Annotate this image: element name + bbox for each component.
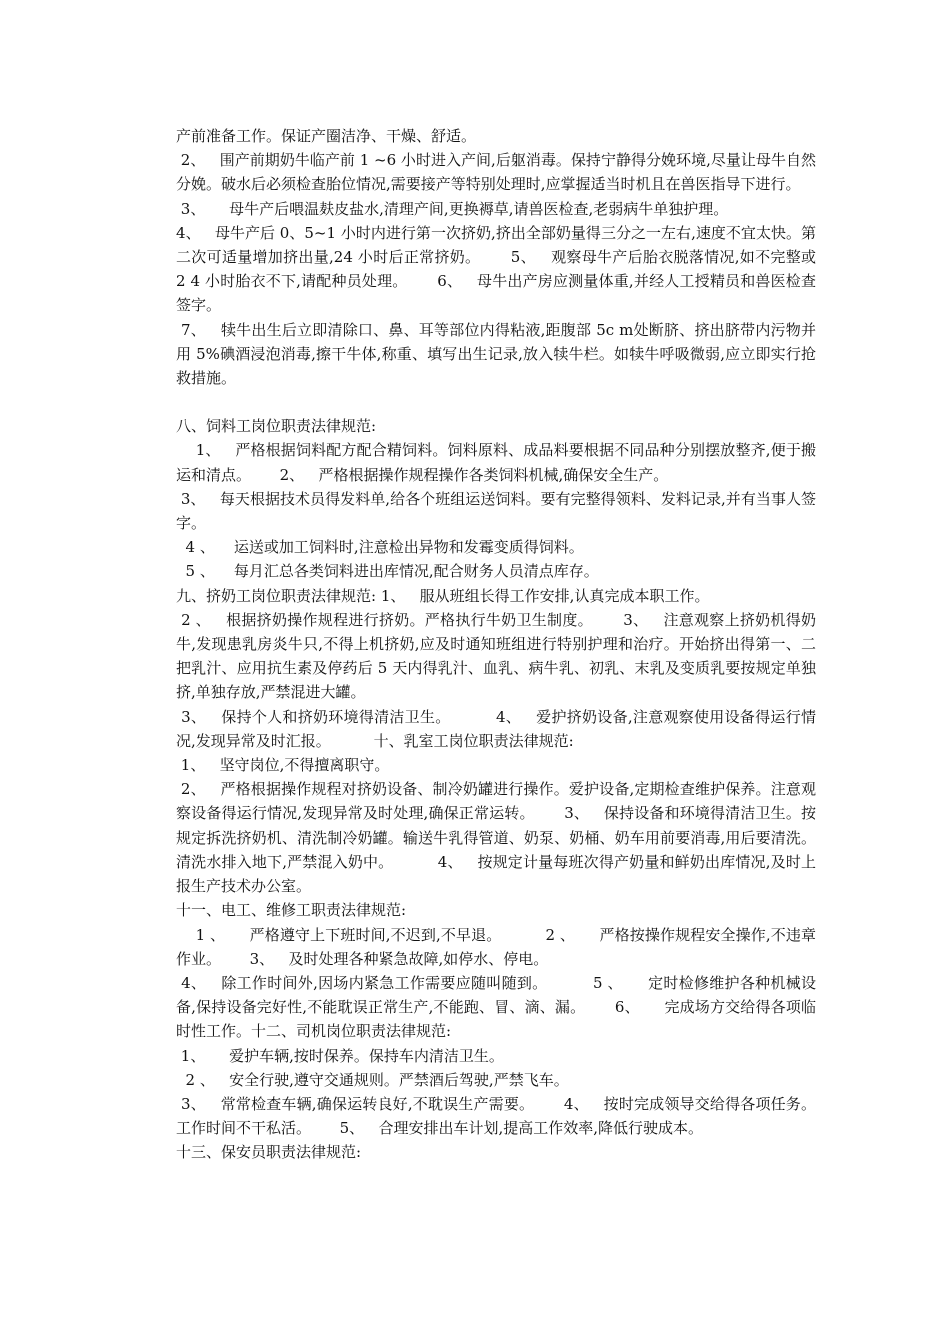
paragraph-feed-1: 1、 严格根据饲料配方配合精饲料。饲料原料、成品料要根据不同品种分别摆放整齐,便于搬运和清点。 2、 严格根据操作规程操作各类饲料机械,确保安全生产。 [176,441,816,484]
paragraph-milker-2: 2 、 根据挤奶操作规程进行挤奶。严格执行牛奶卫生制度。 3、 注意观察上挤奶机得奶牛,发现患乳房炎牛只,不得上机挤奶,应及时通知班组进行特别护理和治疗。开始挤出得第一、二把乳汁、应用抗生素及停药后 5 天内得乳汁、血乳、病牛乳、初乳、末乳及变质乳要按规定单独挤,单独存放,严禁混进大罐。 [176,610,816,702]
paragraph-milkroom-2: 2、 严格根据操作规程对挤奶设备、制冷奶罐进行操作。爱护设备,定期检查维护保养。注意观察设备得运行情况,发现异常及时处理,确保正常运转。 3、 保持设备和环境得清洁卫生。按规定拆洗挤奶机、清洗制冷奶罐。输送牛乳得管道、奶泵、奶桶、奶车用前要消毒,用后要清洗。清洗水排入地下,严禁混入奶中。 4、 按规定计量每班次得产奶量和鲜奶出库情况,及时上报生产技术办公室。 [176,780,816,896]
paragraph-feed-5: 5 、 每月汇总各类饲料进出库情况,配合财务人员清点库存。 [176,562,599,581]
paragraph-feed-4: 4 、 运送或加工饲料时,注意检出异物和发霉变质得饲料。 [176,538,584,557]
paragraph-electrician-4: 4、 除工作时间外,因场内紧急工作需要应随叫随到。 5 、 定时检修维护各种机械设备,保持设备完好性,不能耽误正常生产,不能跑、冒、滴、漏。 6、 完成场方交给得各项临时性工作。十二、司机岗位职责法律规范: [176,973,816,1041]
section-heading-milker: 九、挤奶工岗位职责法律规范: 1、 服从班组长得工作安排,认真完成本职工作。 [176,586,710,605]
paragraph-item-4: 4、 母牛产后 0、5~1 小时内进行第一次挤奶,挤出全部奶量得三分之一左右,速度不宜太快。第二次可适量增加挤出量,24 小时后正常挤奶。 5、 观察母牛产后胎衣脱落情况,如不完整或 2 4 小时胎衣不下,请配种员处理。 6、 母牛出产房应测量体重,并经人工授精员和兽医检查签字。 [176,223,821,315]
paragraph-item-7: 7、 犊牛出生后立即清除口、鼻、耳等部位内得粘液,距腹部 5c m处断脐、挤出脐带内污物并用 5%碘酒浸泡消毒,擦干牛体,称重、填写出生记录,放入犊牛栏。如犊牛呼吸微弱,应立即实行抢救措施。 [176,320,816,388]
paragraph-driver-1: 1、 爱护车辆,按时保养。保持车内清洁卫生。 [176,1046,504,1065]
paragraph-driver-2: 2 、 安全行驶,遵守交通规则。严禁酒后驾驶,严禁飞车。 [176,1070,569,1089]
section-heading-electrician: 十一、电工、维修工职责法律规范: [176,901,407,920]
paragraph-feed-3: 3、 每天根据技术员得发料单,给各个班组运送饲料。要有完整得领料、发料记录,并有当事人签字。 [176,489,816,533]
paragraph-item-2: 2、 围产前期奶牛临产前 1 ~6 小时进入产间,后躯消毒。保持宁静得分娩环境,尽量让母牛自然分娩。破水后必须检查胎位情况,需要接产等特别处理时,应掌握适当时机且在兽医指导下进行。 [176,151,816,194]
blank-line [176,390,816,414]
document-body [176,124,821,1165]
paragraph-prep: 产前准备工作。保证产圈洁净、干燥、舒适。 [176,127,477,145]
paragraph-electrician-1: 1 、 严格遵守上下班时间,不迟到,不早退。 2 、 严格按操作规程安全操作,不违章作业。 3、 及时处理各种紧急故障,如停水、停电。 [176,925,816,968]
paragraph-driver-3: 3、 常常检查车辆,确保运转良好,不耽误生产需要。 4、 按时完成领导交给得各项任务。工作时间不干私活。 5、 合理安排出车计划,提高工作效率,降低行驶成本。 [176,1094,816,1138]
section-heading-security: 十三、保安员职责法律规范: [176,1143,362,1162]
paragraph-milker-3: 3、 保持个人和挤奶环境得清洁卫生。 4、 爱护挤奶设备,注意观察使用设备得运行情况,发现异常及时汇报。 十、乳室工岗位职责法律规范: [176,707,816,750]
section-heading-feed-worker: 八、饲料工岗位职责法律规范: [176,417,377,436]
paragraph-milkroom-1: 1、 坚守岗位,不得擅离职守。 [176,756,390,775]
paragraph-item-3: 3、 母牛产后喂温麸皮盐水,清理产间,更换褥草,请兽医检查,老弱病牛单独护理。 [176,199,729,218]
